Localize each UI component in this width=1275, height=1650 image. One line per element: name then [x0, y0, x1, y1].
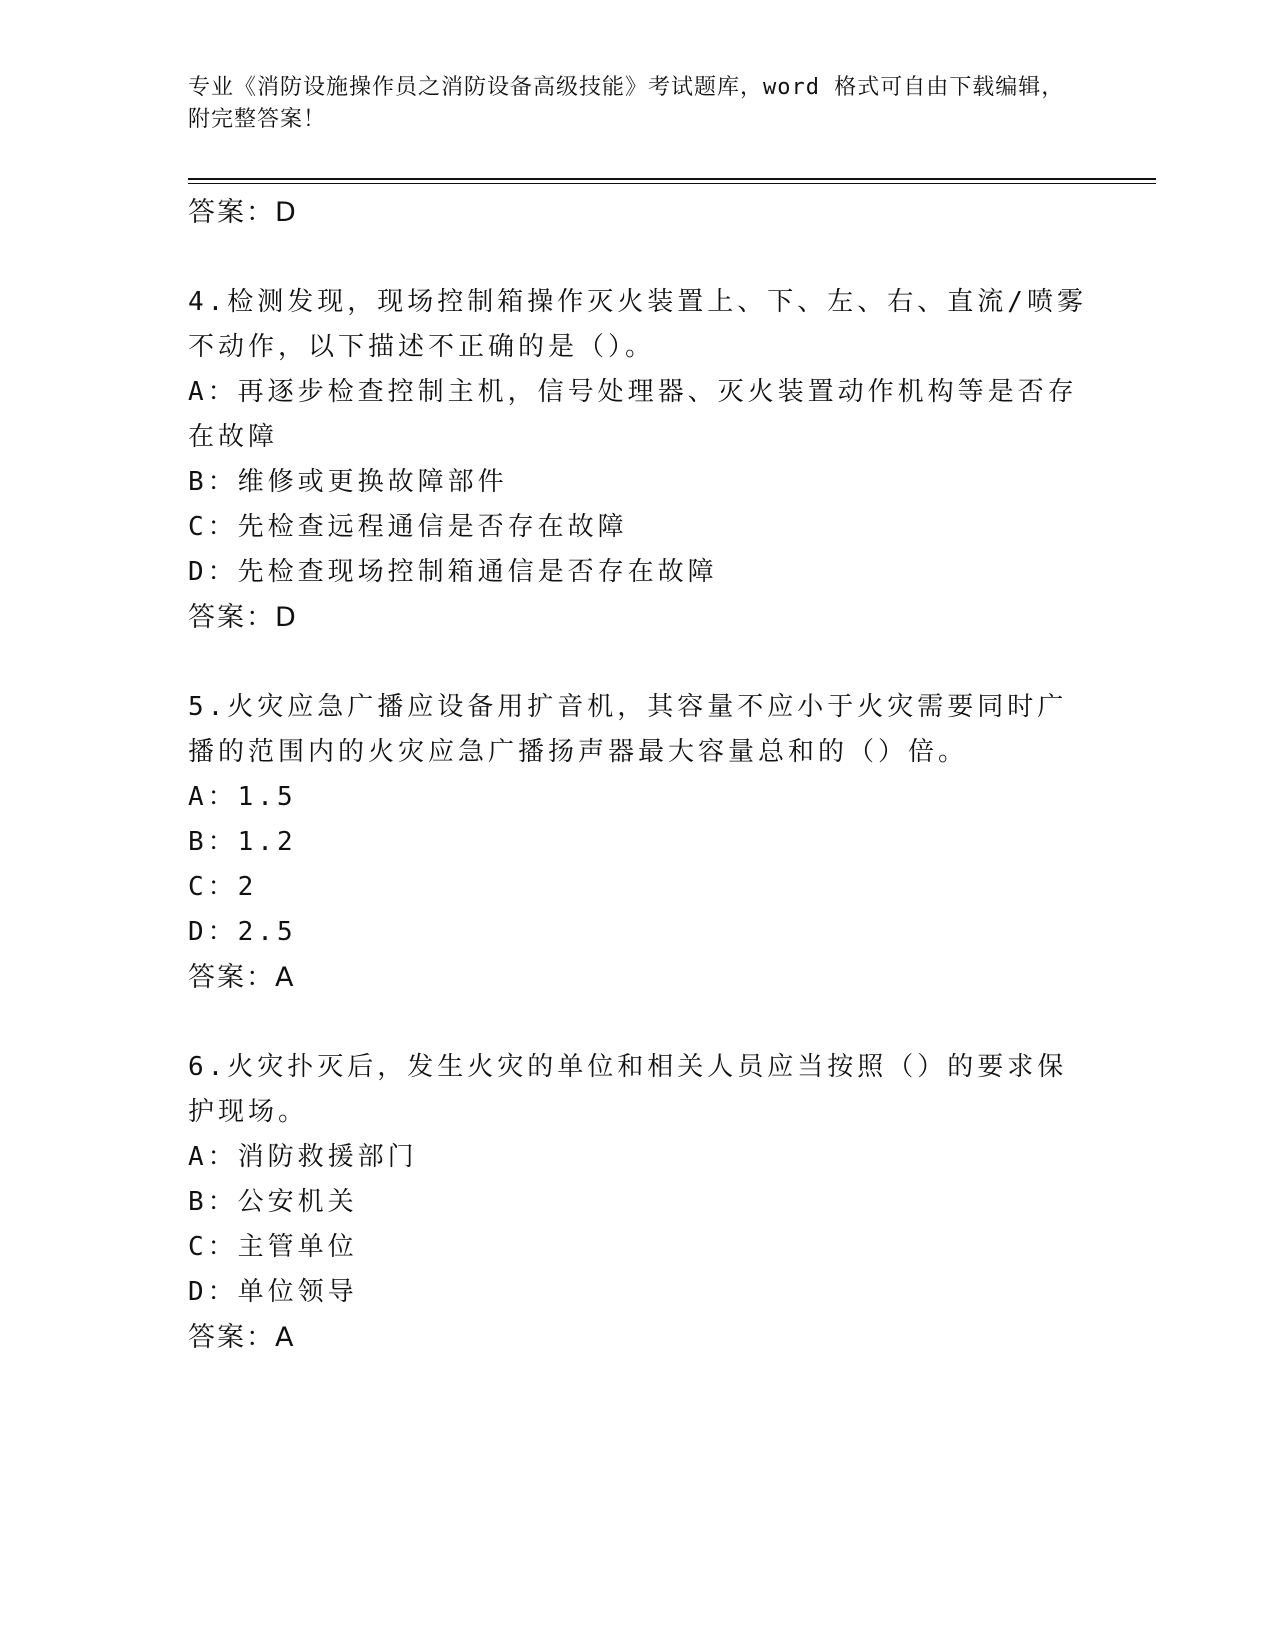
- header-divider-thin: [188, 183, 1156, 184]
- question-text: 5.火灾应急广播应设备用扩音机，其容量不应小于火灾需要同时广播的范围内的火灾应急广播扬声器最大容量总和的（）倍。: [188, 692, 1068, 767]
- option-a: A：消防救援部门: [188, 1142, 418, 1172]
- option-d: D：单位领导: [188, 1277, 358, 1307]
- option-b: B：公安机关: [188, 1187, 358, 1217]
- previous-answer: 答案：D: [188, 197, 298, 228]
- option-c: C：先检查远程通信是否存在故障: [188, 512, 628, 542]
- question-answer: 答案：D: [188, 602, 298, 633]
- option-c: C：主管单位: [188, 1232, 358, 1262]
- question-4: [188, 280, 1088, 641]
- option-d: D：2.5: [188, 917, 297, 947]
- question-list: [188, 190, 1088, 1361]
- question-6: [188, 1045, 1088, 1361]
- question-answer: 答案：A: [188, 962, 296, 993]
- option-b: B：维修或更换故障部件: [188, 467, 508, 497]
- option-b: B：1.2: [188, 827, 297, 857]
- option-c: C：2: [188, 872, 258, 902]
- page-header: 专业《消防设施操作员之消防设备高级技能》考试题库，word 格式可自由下载编辑，附完整答案！: [188, 75, 1065, 132]
- question-text: 4.检测发现，现场控制箱操作灭火装置上、下、左、右、直流/喷雾不动作，以下描述不正确的是（）。: [188, 287, 1087, 362]
- option-a: A：1.5: [188, 782, 297, 812]
- question-answer: 答案：A: [188, 1322, 296, 1353]
- question-text: 6.火灾扑灭后，发生火灾的单位和相关人员应当按照（）的要求保护现场。: [188, 1052, 1068, 1127]
- header-divider-thick: [188, 178, 1156, 180]
- question-5: [188, 685, 1088, 1001]
- option-a: A：再逐步检查控制主机，信号处理器、灭火装置动作机构等是否存在故障: [188, 377, 1078, 452]
- option-d: D：先检查现场控制箱通信是否存在故障: [188, 557, 718, 587]
